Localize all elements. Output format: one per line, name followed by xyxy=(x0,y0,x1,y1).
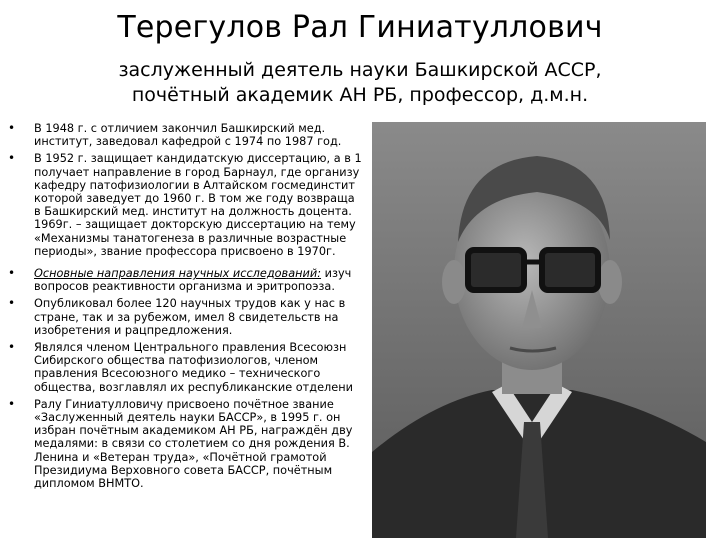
list-item xyxy=(8,152,380,258)
bullet-icon: • xyxy=(8,121,16,135)
slide-subtitle xyxy=(60,58,660,108)
bullet-icon: • xyxy=(8,396,16,411)
list-line: кафедру патофизиологии в Алтайском госмединстит xyxy=(34,178,355,192)
list-item xyxy=(8,122,380,148)
list-line: Являлся членом Центрального правления Всесоюзн xyxy=(34,341,347,355)
list-line: 1969г. – защищает докторскую диссертацию на тему xyxy=(34,218,356,232)
bullet-icon: • xyxy=(8,340,16,355)
list-item xyxy=(8,398,380,490)
slide-title: Терегулов Рал Гиниатуллович xyxy=(117,10,603,45)
list-line: общества, возглавлял их республиканские отделени xyxy=(34,380,353,394)
list-text: изуч xyxy=(321,267,352,281)
biography-list xyxy=(8,122,380,494)
list-line: получает направление в город Барнаул, где организу xyxy=(34,165,360,179)
bullet-icon: • xyxy=(8,296,16,311)
list-line: избран почётным академиком АН РБ, награждён дву xyxy=(34,424,353,438)
list-line: медалями: в связи со столетием со дня рождения В. xyxy=(34,437,350,451)
list-line: периоды», звание профессора присвоено в 1970г. xyxy=(34,244,336,258)
list-line: правления Всесоюзного медико – технического xyxy=(34,367,321,381)
list-line: изобретения и рацпредложения. xyxy=(34,323,233,337)
list-line: в Башкирский мед. институт на должность доцента. xyxy=(34,205,352,219)
list-item xyxy=(8,297,380,337)
subtitle-line: почётный академик АН РБ, профессор, д.м.н. xyxy=(131,84,589,106)
list-line: вопросов реактивности организма и эритропоэза. xyxy=(34,280,335,294)
list-line: которой заведует до 1960 г. В том же году возвраща xyxy=(34,192,355,206)
list-line: институт, заведовал кафедрой с 1974 по 1987 год. xyxy=(34,135,342,149)
list-line xyxy=(34,267,380,280)
list-line: Опубликовал более 120 научных трудов как у нас в xyxy=(34,297,346,311)
list-line: дипломом ВНМТО. xyxy=(34,477,144,491)
list-item xyxy=(8,267,380,293)
list-line: «Заслуженный деятель науки БАССР», в 1995 г. он xyxy=(34,411,341,425)
portrait-photo xyxy=(372,122,706,538)
bullet-icon: • xyxy=(8,266,16,281)
portrait-illustration xyxy=(372,122,706,538)
subtitle-line: заслуженный деятель науки Башкирской АССР, xyxy=(118,59,602,81)
list-line: Ралу Гиниатулловичу присвоено почётное звание xyxy=(34,397,334,411)
list-line: В 1948 г. с отличием закончил Башкирский мед. xyxy=(34,122,326,135)
list-line: «Механизмы танатогенеза в различные возрастные xyxy=(34,231,347,245)
list-line: стране, так и за рубежом, имел 8 свидетельств на xyxy=(34,310,339,324)
research-directions-heading: Основные направления научных исследований: xyxy=(34,267,322,281)
list-line: Сибирского общества патофизиологов, членом xyxy=(34,354,319,368)
bullet-icon: • xyxy=(8,151,16,166)
list-line: В 1952 г. защищает кандидатскую диссертацию, а в 1 xyxy=(34,152,362,166)
list-line: Ленина и «Ветеран труда», «Почётной грамотой xyxy=(34,450,327,464)
list-item xyxy=(8,341,380,394)
list-line: Президиума Верховного совета БАССР, почётным xyxy=(34,463,333,477)
